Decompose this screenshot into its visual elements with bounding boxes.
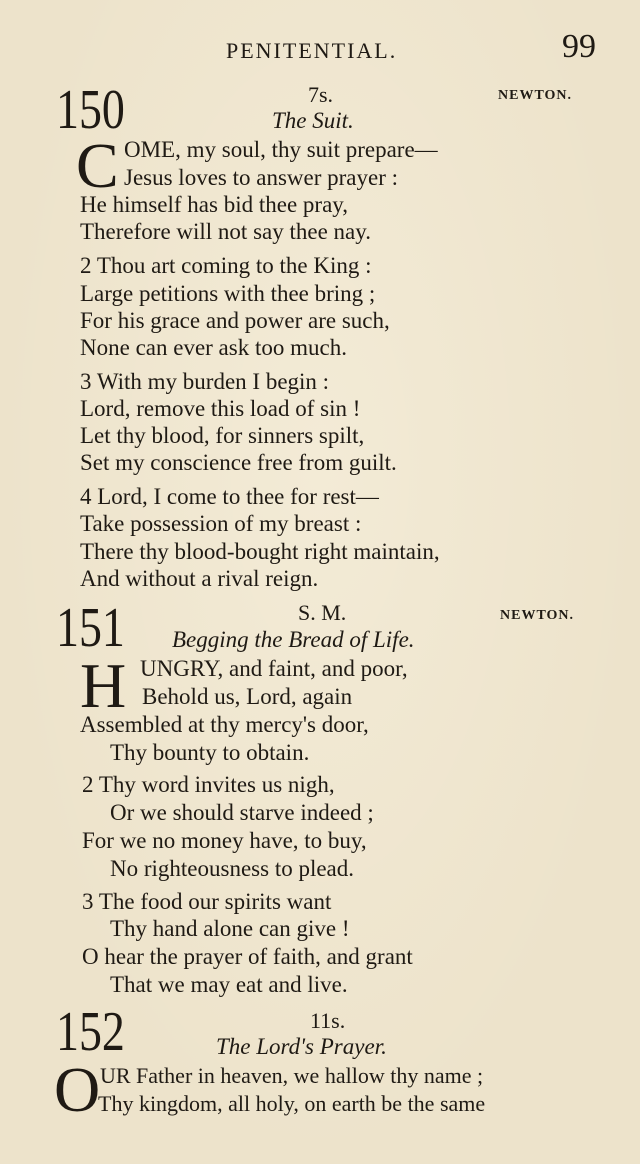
hymn-150-line: He himself has bid thee pray, bbox=[80, 192, 349, 217]
hymn-151-line: Assembled at thy mercy's door, bbox=[80, 712, 369, 737]
hymn-150-line: Set my conscience free from guilt. bbox=[80, 450, 397, 475]
page-number: 99 bbox=[562, 28, 596, 65]
hymn-151-line: No righteousness to plead. bbox=[110, 856, 355, 881]
hymn-151-line: 3 The food our spirits want bbox=[82, 889, 332, 914]
hymn-150-title: The Suit. bbox=[272, 108, 354, 133]
hymn-151-meter: S. M. bbox=[298, 600, 347, 625]
hymn-150-line: Jesus loves to answer prayer : bbox=[124, 165, 399, 190]
hymn-number-152: 152 bbox=[56, 1001, 125, 1063]
hymn-151-dropcap: H bbox=[80, 650, 127, 721]
running-head: PENITENTIAL. bbox=[226, 38, 398, 63]
hymn-152-meter: 11s. bbox=[310, 1008, 346, 1033]
hymn-150-line: Therefore will not say thee nay. bbox=[80, 219, 372, 244]
hymn-151-title: Begging the Bread of Life. bbox=[172, 627, 415, 652]
hymn-150-line: None can ever ask too much. bbox=[80, 335, 347, 360]
hymn-150-line: And without a rival reign. bbox=[80, 566, 319, 591]
hymn-number-151: 151 bbox=[56, 597, 125, 659]
hymn-151-line: For we no money have, to buy, bbox=[82, 828, 367, 853]
hymn-152-title: The Lord's Prayer. bbox=[216, 1034, 387, 1059]
hymn-150-line: There thy blood-bought right maintain, bbox=[80, 539, 440, 564]
hymn-150-line: Large petitions with thee bring ; bbox=[80, 281, 376, 306]
hymn-150-line: Let thy blood, for sinners spilt, bbox=[80, 423, 365, 448]
hymn-150-line: For his grace and power are such, bbox=[80, 308, 390, 333]
hymn-151-line: Or we should starve indeed ; bbox=[110, 800, 374, 825]
hymn-number-150: 150 bbox=[56, 79, 125, 141]
hymn-151-line: Thy bounty to obtain. bbox=[110, 740, 310, 765]
hymn-151-line: That we may eat and live. bbox=[110, 972, 348, 997]
hymn-150-tune: NEWTON. bbox=[498, 88, 573, 103]
hymn-150-line: 2 Thou art coming to the King : bbox=[80, 253, 372, 278]
hymn-151-line: Thy hand alone can give ! bbox=[110, 916, 350, 941]
hymn-152-line: Thy kingdom, all holy, on earth be the same bbox=[98, 1091, 486, 1116]
hymn-150-dropcap: C bbox=[76, 130, 119, 201]
hymn-151-line: UNGRY, and faint, and poor, bbox=[140, 656, 408, 681]
hymn-151-line: O hear the prayer of faith, and grant bbox=[82, 944, 413, 969]
hymn-151-line: Behold us, Lord, again bbox=[142, 684, 353, 709]
hymn-150-line: 3 With my burden I begin : bbox=[80, 369, 330, 394]
hymn-150-meter: 7s. bbox=[308, 82, 334, 107]
hymn-150-line: 4 Lord, I come to thee for rest— bbox=[80, 484, 379, 509]
hymn-150-line: Lord, remove this load of sin ! bbox=[80, 396, 361, 421]
hymn-152-line: UR Father in heaven, we hallow thy name ; bbox=[100, 1063, 484, 1088]
hymn-151-tune: NEWTON. bbox=[500, 608, 575, 623]
hymn-150-line: Take possession of my breast : bbox=[80, 511, 362, 536]
hymn-152-dropcap: O bbox=[54, 1054, 101, 1125]
hymn-151-line: 2 Thy word invites us nigh, bbox=[82, 772, 335, 797]
hymn-150-line: OME, my soul, thy suit prepare— bbox=[124, 137, 438, 162]
